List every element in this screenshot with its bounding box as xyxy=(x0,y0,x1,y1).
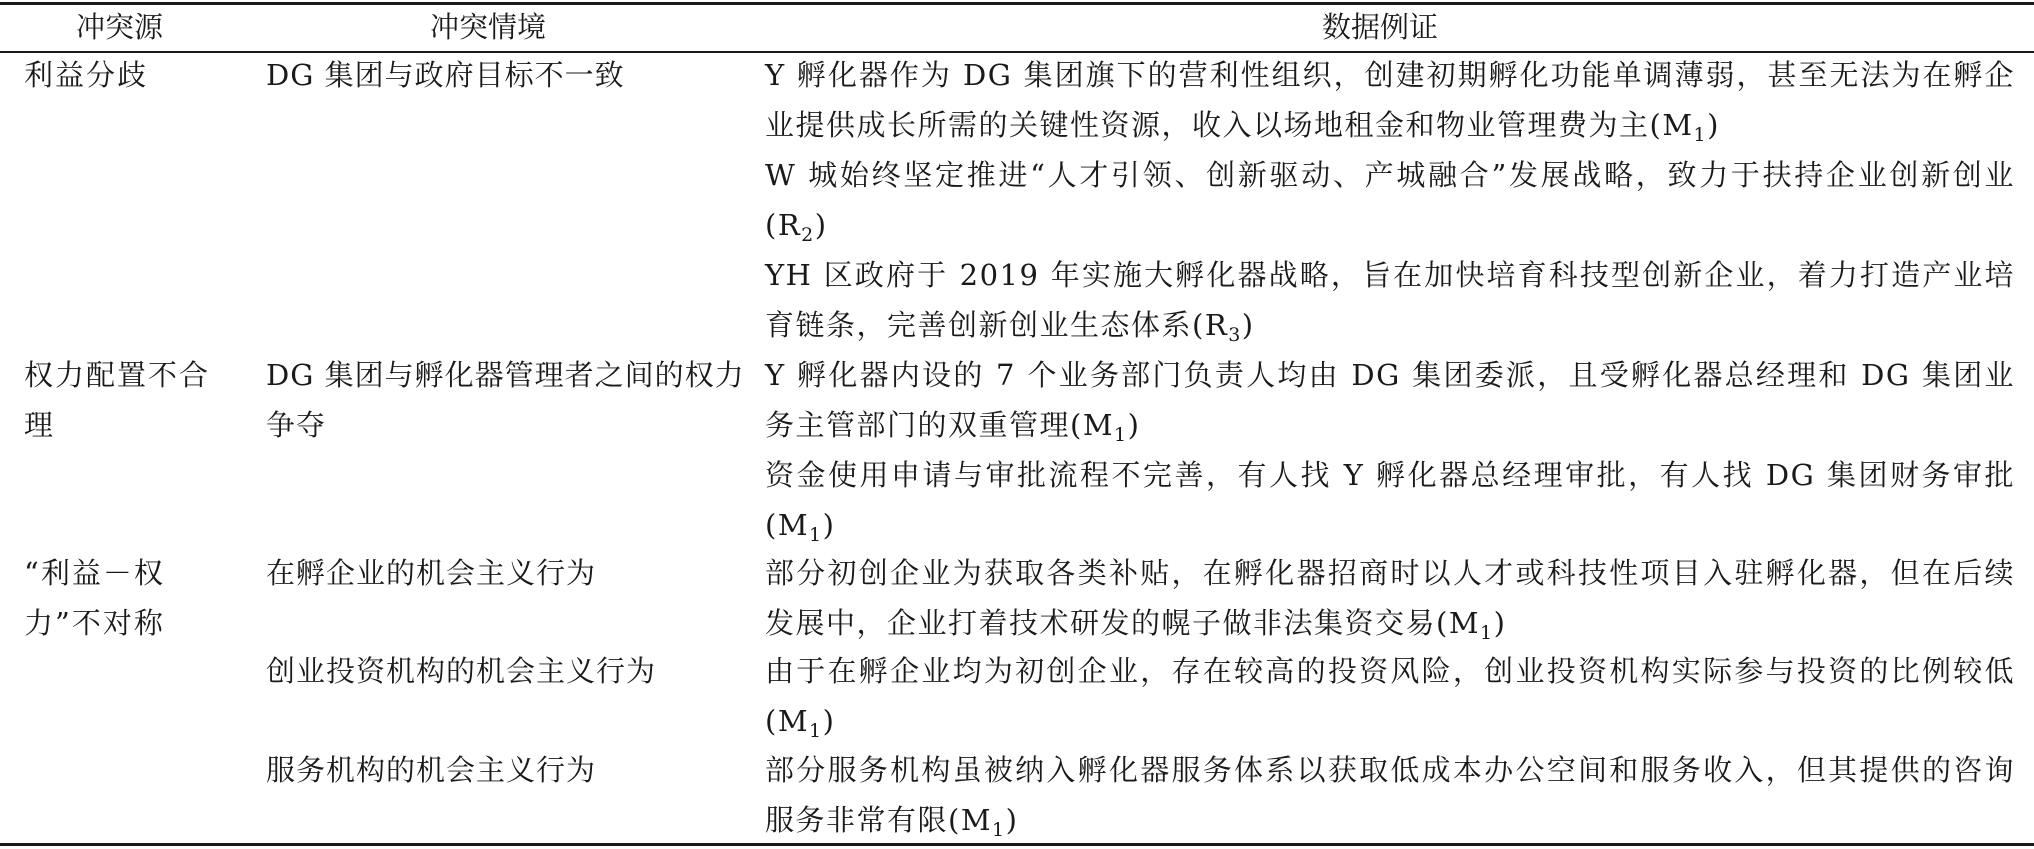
header-conflict-situation: 冲突情境 xyxy=(430,10,547,44)
header-conflict-source: 冲突源 xyxy=(76,10,164,44)
row-1-evidence-3: YH 区政府于 2019 年实施大孵化器战略，旨在加快培育科技型创新企业，着力打造产业培育链条，完善创新创业生态体系$(R_3)$ xyxy=(765,258,2015,346)
row-4-evidence-1: 由于在孵企业均为初创企业，存在较高的投资风险，创业投资机构实际参与投资的比例较低$(M_1)$ xyxy=(765,654,2015,742)
table-top-rule xyxy=(0,2,2034,5)
row-2-situation: DG 集团与孵化器管理者之间的权力争夺 xyxy=(266,358,745,442)
row-3-evidence-1: 部分初创企业为获取各类补贴，在孵化器招商时以人才或科技性项目入驻孵化器，但在后续发展中，企业打着技术研发的幌子做非法集资交易$(M_1)$ xyxy=(765,556,2015,644)
row-2-evidence-2: 资金使用申请与审批流程不完善，有人找 Y 孵化器总经理审批，有人找 DG 集团财务审批$(M_1)$ xyxy=(765,458,2015,546)
row-5-evidence-1: 部分服务机构虽被纳入孵化器服务体系以获取低成本办公空间和服务收入，但其提供的咨询服务非常有限$(M_1)$ xyxy=(765,753,2015,841)
header-data-evidence: 数据例证 xyxy=(1322,10,1439,44)
table-bottom-rule xyxy=(0,843,2034,846)
row-2-evidence-1: Y 孵化器内设的 7 个业务部门负责人均由 DG 集团委派，且受孵化器总经理和 DG 集团业务主管部门的双重管理$(M_1)$ xyxy=(765,358,2015,446)
row-1-evidence-2: W 城始终坚定推进“人才引领、创新驱动、产城融合”发展战略，致力于扶持企业创新创业$(R_2)$ xyxy=(765,158,2015,246)
row-1-evidence-1: Y 孵化器作为 DG 集团旗下的营利性组织，创建初期孵化功能单调薄弱，甚至无法为在孵企业提供成长所需的关键性资源，收入以场地租金和物业管理费为主$(M_1)$ xyxy=(765,58,2015,146)
row-4-situation: 创业投资机构的机会主义行为 xyxy=(266,654,657,688)
row-1-source: 利益分歧 xyxy=(24,58,149,92)
row-2-source: 权力配置不合理 xyxy=(24,358,211,442)
row-1-situation: DG 集团与政府目标不一致 xyxy=(266,58,625,92)
row-5-situation: 服务机构的机会主义行为 xyxy=(266,753,597,787)
row-3-situation: 在孵企业的机会主义行为 xyxy=(266,556,597,590)
row-3-source: “利益－权力”不对称 xyxy=(24,556,165,640)
